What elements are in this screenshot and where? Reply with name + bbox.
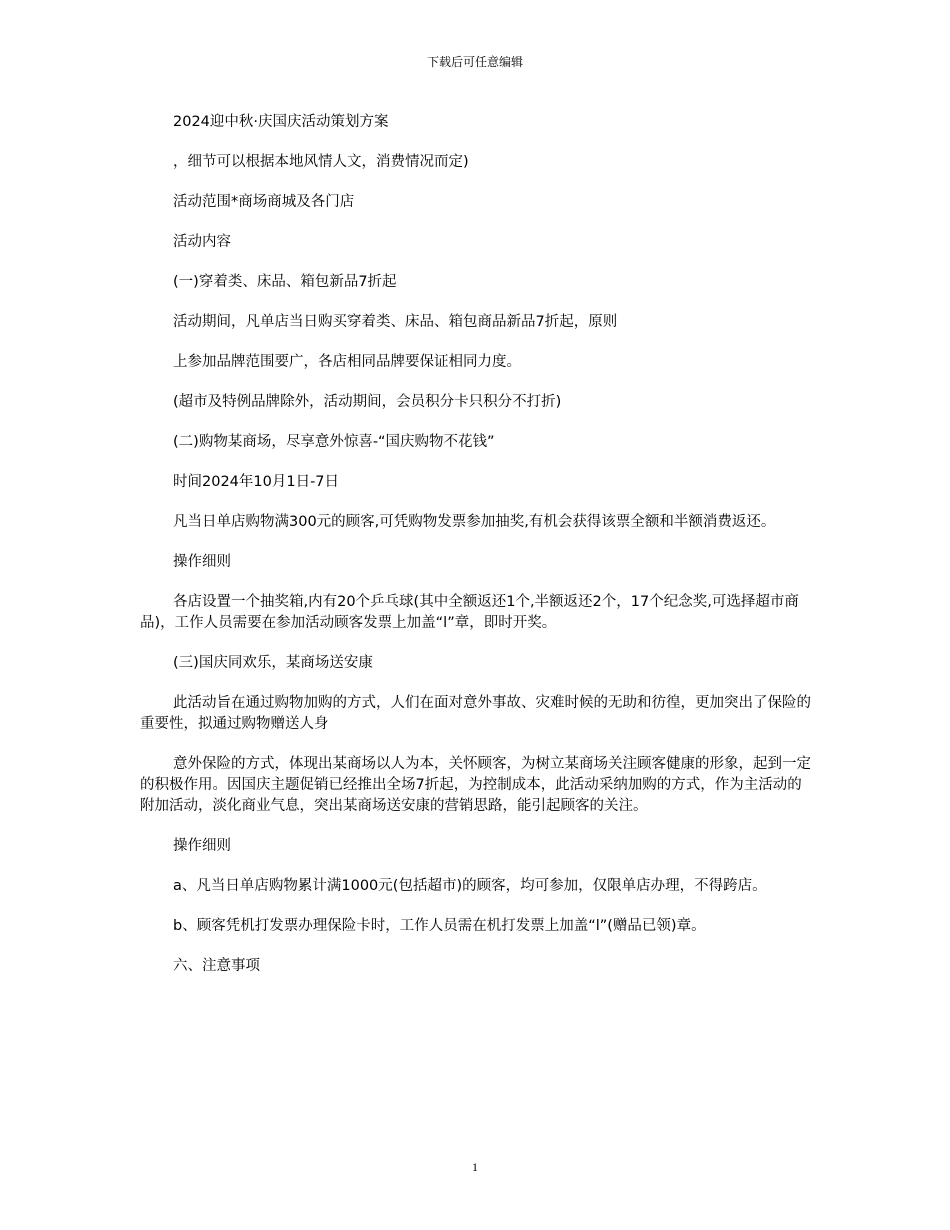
section-heading: 活动内容 (173, 234, 231, 250)
paragraph: (超市及特例品牌除外，活动期间，会员积分卡只积分不打折) (173, 394, 562, 410)
paragraph: 上参加品牌范围要广，各店相同品牌要保证相同力度。 (173, 354, 521, 370)
section-heading: (二)购物某商场，尽享意外惊喜-“国庆购物不花钱” (173, 434, 495, 450)
paragraph: b、顾客凭机打发票办理保险卡时，工作人员需在机打发票上加盖“l”(赠品已领)章。 (173, 918, 706, 934)
section-heading: 操作细则 (173, 554, 231, 570)
paragraph: 各店设置一个抽奖箱,内有20个乒乓球(其中全额返还1个,半额返还2个，17个纪念奖,可选择超市商品)，工作人员需要在参加活动顾客发票上加盖“l”章，即时开奖。 (140, 594, 799, 631)
section-heading: (一)穿着类、床品、箱包新品7折起 (173, 274, 397, 290)
section-heading: (三)国庆同欢乐，某商场送安康 (173, 655, 373, 671)
section-heading: 操作细则 (173, 838, 231, 854)
page-header: 下载后可任意编辑 (426, 55, 523, 69)
paragraph: 活动期间，凡单店当日购买穿着类、床品、箱包商品新品7折起，原则 (173, 314, 618, 330)
page-number: 1 (472, 1160, 478, 1174)
paragraph: 时间2024年10月1日-7日 (173, 474, 340, 490)
section-heading: 六、注意事项 (173, 958, 260, 974)
document-title: 2024迎中秋·庆国庆活动策划方案 (173, 114, 389, 130)
paragraph: 此活动旨在通过购物加购的方式，人们在面对意外事故、灾难时候的无助和彷徨，更加突出了保险的重要性，拟通过购物赠送人身 (140, 695, 811, 732)
paragraph: 意外保险的方式，体现出某商场以人为本，关怀顾客，为树立某商场关注顾客健康的形象，起到一定的积极作用。因国庆主题促销已经推出全场7折起，为控制成本，此活动采纳加购的方式，作为主活动的附加活动，淡化商业气息，突出某商场送安康的营销思路，能引起顾客的关注。 (140, 756, 811, 814)
document-body (140, 112, 816, 996)
paragraph: a、凡当日单店购物累计满1000元(包括超市)的顾客，均可参加，仅限单店办理，不得跨店。 (173, 878, 767, 894)
paragraph: ，细节可以根据本地风情人文，消费情况而定) (173, 154, 469, 170)
paragraph: 活动范围*商场商城及各门店 (173, 194, 355, 210)
paragraph: 凡当日单店购物满300元的顾客,可凭购物发票参加抽奖,有机会获得该票全额和半额消费返还。 (173, 514, 776, 530)
